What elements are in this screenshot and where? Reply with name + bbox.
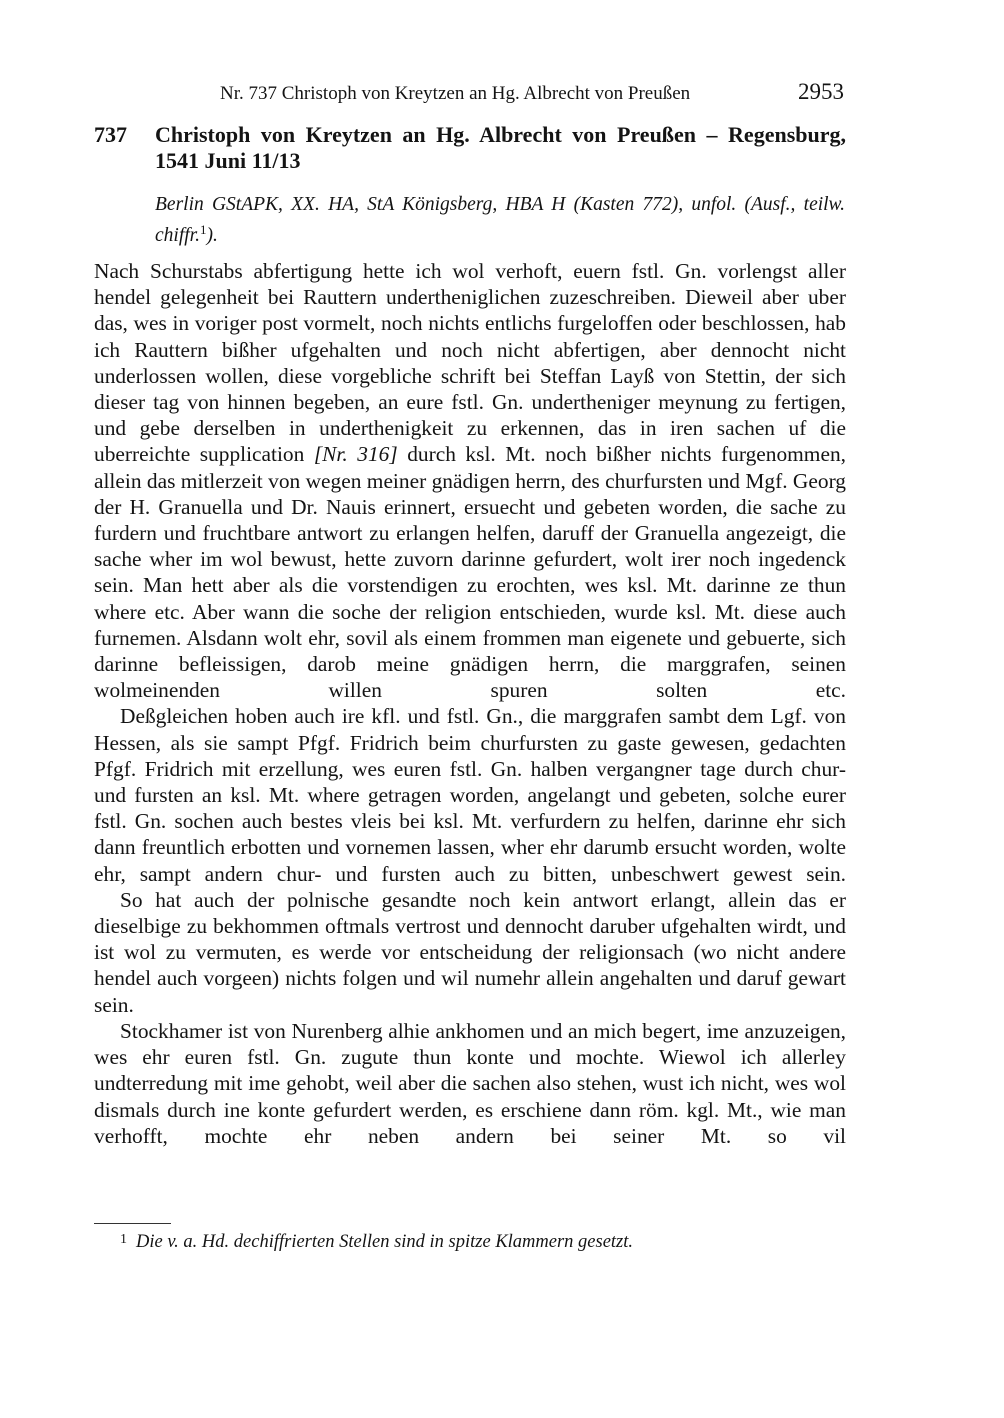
source-citation — [155, 192, 845, 248]
letter-body — [94, 258, 846, 1149]
paragraph-4: Stockhamer ist von Nurenberg alhie ankhomen und an mich begert, ime anzuzeigen, wes ehr euren fstl. Gn. zugute thun konte und mochte. Wiewol ich allerley undterredung mit ime gehobt, weil aber die sachen also stehen, wust ich nicht, wes wol dismals durch ine konte gefurdert werden, es erschiene dann röm. kgl. Mt., wie man verhofft, mochte ehr neben andern bei seiner Mt. so vil — [94, 1018, 846, 1148]
footnote-reference[interactable]: 1 — [199, 222, 207, 237]
cross-reference: [Nr. 316] — [313, 442, 398, 467]
footnote-number: 1 — [120, 1232, 127, 1247]
paragraph-1-part-1: Nach Schurstabs abfertigung hette ich wol verhoft, euern fstl. Gn. vorlengst aller hendel gelegenheit bei Rauttern undertheniglichen zuzeschreiben. Dieweil aber uber das, wes in voriger post vormelt, noch nichts entlichs furgeloffen oder beschlossen, hab ich Rauttern bißher ufgehalten und noch nicht abfertigen, aber dennocht nicht underlossen wollen, diese vorgebliche schrift bei Steffan Layß von Stettin, der sich dieser tag von hinnen begeben, an eure fstl. Gn. undertheniger meynung zu fertigen, und gebe derselben in underthenigkeit zu erkennen, das in iren sachen uf die uberreichte supplication — [94, 259, 846, 467]
document-title: Christoph von Kreytzen an Hg. Albrecht von Preußen – Regensburg, 1541 Juni 11/13 — [155, 122, 846, 173]
paragraph-2: Deßgleichen hoben auch ire kfl. und fstl. Gn., die marggrafen sambt dem Lgf. von Hessen, als sie sampt Pfgf. Fridrich beim churfursten zu gaste gewesen, gedachten Pfgf. Fridrich mit erzellung, wes euren fstl. Gn. halben vergangner tage durch chur- und fursten an ksl. Mt. where getragen worden, angelangt und gebeten, solche eurer fstl. Gn. sochen auch bestes vleis bei ksl. Mt. verfurdern zu helfen, darinne ehr sich dann freuntlich erbotten und vornemen lassen, wher ehr darumb ersucht worden, wolte ehr, sampt andern chur- und fursten auch zu bitten, unbeschwert gewest sein. — [94, 704, 846, 886]
source-text: Berlin GStAPK, XX. HA, StA Königsberg, HBA H (Kasten 772), unfol. (Ausf., teilw. chiffr. — [155, 194, 845, 246]
page-number: 2953 — [798, 79, 844, 104]
paragraph-3: So hat auch der polnische gesandte noch kein antwort erlangt, allein das er dieselbige zu bekhommen oftmals vertrost und dennocht daruber ufgehalten wirdt, und ist wol zu vermuten, es werde vor entscheidung der religionsach (wo nicht andere hendel auch vorgeen) nichts folgen und wil numehr allein angehalten und daruf gewart sein. — [94, 887, 846, 1017]
footnote-rule — [94, 1223, 171, 1224]
paragraph-1 — [94, 258, 846, 703]
footnote — [120, 1228, 840, 1254]
paragraph-1-part-2: durch ksl. Mt. noch bißher nichts furgenommen, allein das mitlerzeit von wegen meiner gnädigen herrn, des churfursten und Mgf. Georg der H. Granuella und Dr. Nauis erinnert, ersuecht und gebeten worden, die sache zu furdern und fruchtbare antwort zu erlangen helfen, daruff der Granuella angezeigt, die sache wher im wol bewust, hette zuvorn darinne gefurdert, wolt irer noch ingedenck sein. Man hett aber als die vorstendigen zu erochten, wes ksl. Mt. darinne ze thun where etc. Aber wann die soche der religion entschieden, wurde ksl. Mt. diese auch furnemen. Alsdann wolt ehr, sovil als einem frommen man eigenete und gebuerte, sich darinne befleissigen, darob meine gnädigen herrn, die marggrafen, seinen wolmeinenden willen spuren solten etc. — [94, 442, 846, 703]
document-number: 737 — [94, 122, 127, 147]
footnote-text: Die v. a. Hd. dechiffrierten Stellen sind in spitze Klammern gesetzt. — [136, 1232, 634, 1252]
source-text-end: ). — [206, 225, 218, 246]
document-heading — [94, 122, 846, 174]
running-title: Nr. 737 Christoph von Kreytzen an Hg. Albrecht von Preußen — [220, 83, 691, 104]
running-head — [94, 80, 846, 108]
